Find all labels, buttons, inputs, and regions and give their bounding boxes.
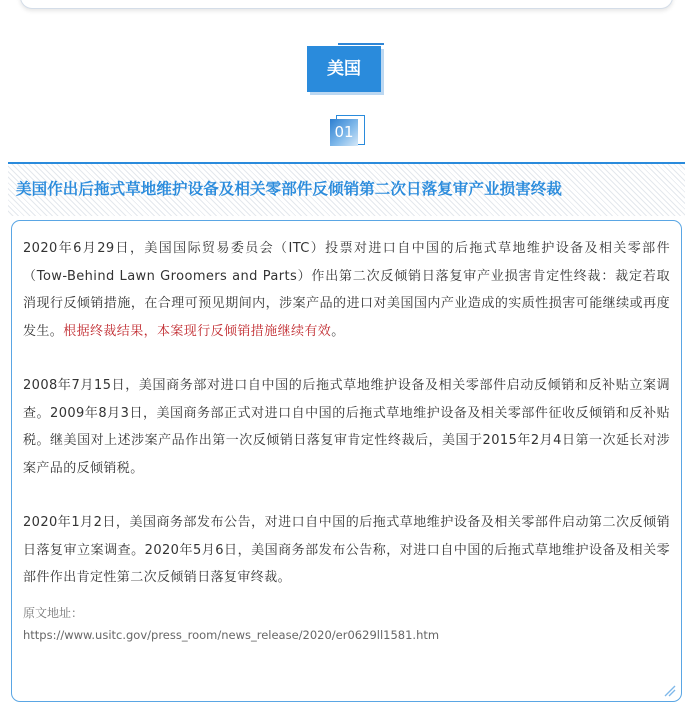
- corner-pencil-icon: [663, 684, 677, 698]
- source-label: 原文地址：: [23, 605, 84, 620]
- headline: 美国作出后拖式草地维护设备及相关零部件反倾销第二次日落复审产业损害终裁: [16, 180, 563, 198]
- headline-bar: [8, 162, 685, 216]
- paragraph-1-highlight: 根据终裁结果，本案现行反倾销措施继续有效: [63, 323, 332, 339]
- paragraph-1: [23, 235, 670, 345]
- source-url: https://www.usitc.gov/press_room/news_release/2020/er0629ll1581.htm: [23, 627, 440, 642]
- section-number: 01: [330, 119, 358, 146]
- paragraph-2: 2008年7月15日，美国商务部对进口自中国的后拖式草地维护设备及相关零部件启动反倾销和反补贴立案调查。2009年8月3日，美国商务部正式对进口自中国的后拖式草地维护设备及相关零部件征收反倾销和反补贴税。继美国对上述涉案产品作出第一次反倾销日落复审肯定性终裁后，美国于2015年2月4日第一次延长对涉案产品的反倾销税。: [23, 378, 670, 476]
- article-body: [11, 220, 682, 702]
- country-tag: [307, 46, 384, 95]
- country-tag-label: 美国: [307, 46, 381, 92]
- previous-section-card: [20, 0, 673, 9]
- paragraph-1-end: 。: [331, 323, 345, 339]
- section-number-badge: [330, 115, 364, 147]
- paragraph-1-text: 2020年6月29日，美国国际贸易委员会（ITC）投票对进口自中国的后拖式草地维护设备及相关零部件（Tow-Behind Lawn Groomers and Parts）作出第二次反倾销日落复审产业损害肯定性终裁：裁定若取消现行反倾销措施，在合理可预见期间内，涉案产品的进口对美国国内产业造成的实质性损害可能继续或再度发生。: [23, 241, 670, 339]
- paragraph-3: 2020年1月2日，美国商务部发布公告，对进口自中国的后拖式草地维护设备及相关零部件启动第二次反倾销日落复审立案调查。2020年5月6日，美国商务部发布公告称，对进口自中国的后拖式草地维护设备及相关零部件作出肯定性第二次反倾销日落复审终裁。: [23, 515, 670, 585]
- country-tag-accent-line: [338, 43, 384, 45]
